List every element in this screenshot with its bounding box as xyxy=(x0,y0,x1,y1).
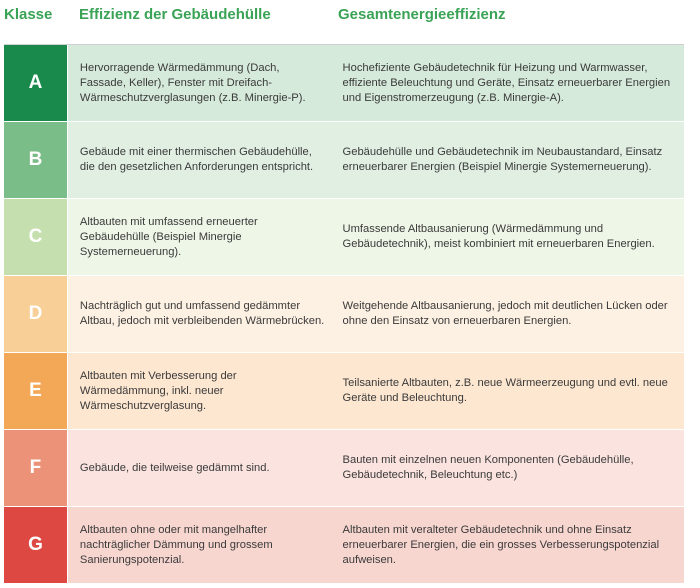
class-letter: B xyxy=(4,122,68,198)
gesamt-cell xyxy=(335,276,684,352)
gesamt-cell xyxy=(335,199,684,275)
gesamt-cell xyxy=(335,353,684,429)
header-klasse: Klasse xyxy=(4,6,53,23)
huelle-cell xyxy=(68,507,335,583)
header-gesamt: Gesamtenergieeffizienz xyxy=(338,6,506,23)
huelle-cell xyxy=(68,276,335,352)
table-row-c xyxy=(4,199,684,276)
class-letter: F xyxy=(4,430,68,506)
huelle-text: Nachträglich gut und umfassend gedämmter Altbau, jedoch mit verbleibenden Wärmebrücken. xyxy=(79,300,325,327)
huelle-text: Altbauten mit Verbesserung der Wärmedämmung, inkl. neuer Wärmeschutzverglasung. xyxy=(79,369,237,412)
huelle-cell xyxy=(68,430,335,506)
gesamt-text: Teilsanierte Altbauten, z.B. neue Wärmeerzeugung und evtl. neue Geräte und Beleuchtung. xyxy=(342,377,668,404)
huelle-cell xyxy=(68,122,335,198)
gesamt-cell xyxy=(335,430,684,506)
table-header xyxy=(0,0,700,44)
huelle-cell xyxy=(68,199,335,275)
class-letter: C xyxy=(4,199,68,275)
table-row-a xyxy=(4,45,684,122)
huelle-text: Altbauten mit umfassend erneuerter Gebäudehülle (Beispiel Minergie Systemerneuerung). xyxy=(79,215,258,258)
header-huelle: Effizienz der Gebäudehülle xyxy=(79,6,271,23)
table-row-d xyxy=(4,276,684,353)
class-letter: D xyxy=(4,276,68,352)
class-letter: G xyxy=(4,507,68,583)
class-letter: A xyxy=(4,45,68,121)
huelle-text: Gebäude, die teilweise gedämmt sind. xyxy=(79,461,270,474)
gesamt-text: Weitgehende Altbausanierung, jedoch mit deutlichen Lücken oder ohne den Einsatz von erneuerbaren Energien. xyxy=(342,300,668,327)
huelle-text: Hervorragende Wärmedämmung (Dach, Fassade, Keller), Fenster mit Dreifach-Wärmeschutzverglasungen (z.B. Minergie-P). xyxy=(79,61,306,104)
huelle-text: Altbauten ohne oder mit mangelhafter nachträglicher Dämmung und grossem Sanierungspotenzial. xyxy=(79,523,273,566)
gesamt-text: Bauten mit einzelnen neuen Komponenten (Gebäudehülle, Gebäudetechnik, Beleuchtung etc.) xyxy=(342,454,634,481)
huelle-cell xyxy=(68,353,335,429)
huelle-text: Gebäude mit einer thermischen Gebäudehülle, die den gesetzlichen Anforderungen entspricht. xyxy=(79,146,314,173)
gesamt-cell xyxy=(335,45,684,121)
gesamt-cell xyxy=(335,122,684,198)
class-letter: E xyxy=(4,353,68,429)
table-row-e xyxy=(4,353,684,430)
table-row-b xyxy=(4,122,684,199)
gesamt-cell xyxy=(335,507,684,583)
gesamt-text: Hochefiziente Gebäudetechnik für Heizung und Warmwasser, effiziente Beleuchtung und Geräte, Einsatz erneuerbarer Energien und Eigenstromerzeugung (z.B. Minergie-A). xyxy=(342,61,671,104)
gesamt-text: Gebäudehülle und Gebäudetechnik im Neubaustandard, Einsatz erneuerbarer Energien (Beispiel Minergie Systemerneuerung). xyxy=(342,146,663,173)
huelle-cell xyxy=(68,45,335,121)
gesamt-text: Umfassende Altbausanierung (Wärmedämmung und Gebäudetechnik), meist kombiniert mit erneuerbaren Energien. xyxy=(342,223,655,250)
energy-class-table xyxy=(4,44,684,584)
table-row-f xyxy=(4,430,684,507)
gesamt-text: Altbauten mit veralteter Gebäudetechnik und ohne Einsatz erneuerbarer Energien, die ein grosses Verbesserungspotenzial aufweisen. xyxy=(342,523,660,566)
table-row-g xyxy=(4,507,684,584)
